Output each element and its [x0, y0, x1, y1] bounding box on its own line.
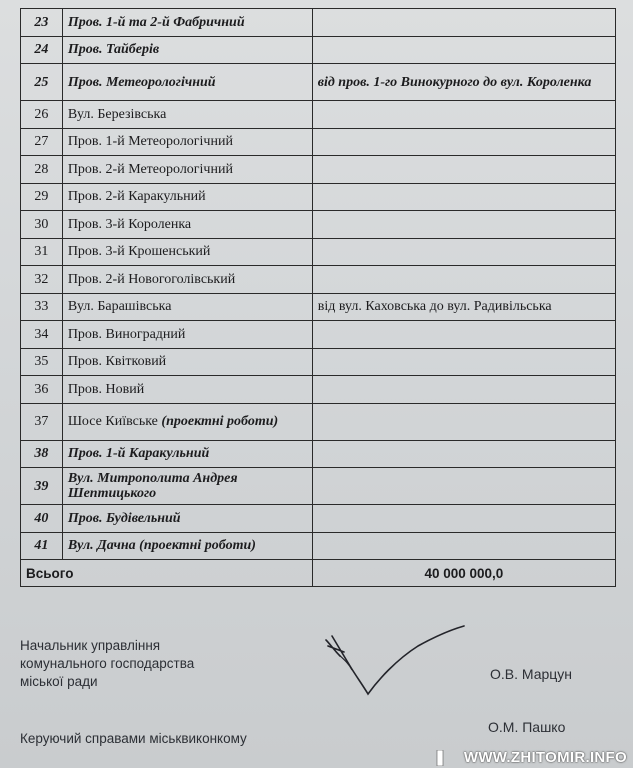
road-name: Пров. Новий — [62, 376, 312, 404]
road-name: Вул. Березівська — [62, 101, 312, 129]
road-name: Пров. 2-й Новогоголівський — [62, 266, 312, 294]
road-note — [312, 128, 615, 156]
signatory-title-line: Начальник управління — [20, 638, 161, 653]
table-row — [21, 266, 616, 294]
road-name: Вул. Барашівська — [62, 293, 312, 321]
road-note — [312, 266, 615, 294]
road-note — [312, 238, 615, 266]
row-number: 33 — [21, 293, 63, 321]
road-note — [312, 468, 615, 505]
road-note — [312, 403, 615, 440]
table-row — [21, 293, 616, 321]
road-note — [312, 156, 615, 184]
signatory-name-1: О.В. Марцун — [490, 666, 573, 682]
road-note — [312, 183, 615, 211]
table-row — [21, 348, 616, 376]
road-note — [312, 36, 615, 64]
row-number: 34 — [21, 321, 63, 349]
table-row — [21, 9, 616, 37]
table-row — [21, 64, 616, 101]
row-number: 35 — [21, 348, 63, 376]
watermark-bar-icon — [436, 750, 444, 766]
road-name: Пров. Виноградний — [62, 321, 312, 349]
site-watermark: WWW.ZHITOMIR.INFO — [463, 749, 627, 766]
row-number: 40 — [21, 505, 63, 533]
table-row — [21, 36, 616, 64]
row-number: 41 — [21, 532, 63, 560]
road-note — [312, 9, 615, 37]
row-number: 39 — [21, 468, 63, 505]
row-number: 28 — [21, 156, 63, 184]
road-name: Вул. Дачна (проектні роботи) — [62, 532, 312, 560]
road-note — [312, 440, 615, 468]
table-row — [21, 321, 616, 349]
table-row — [21, 128, 616, 156]
table-row — [21, 505, 616, 533]
road-name-text: Шосе Київське — [67, 414, 158, 429]
signatory-name-2: О.М. Пашко — [488, 719, 566, 735]
row-number: 25 — [21, 64, 63, 101]
road-name: Пров. 2-й Метеорологічний — [62, 156, 312, 184]
row-number: 32 — [21, 266, 63, 294]
signatory-title-line: міської ради — [20, 674, 98, 689]
road-name: Пров. 2-й Каракульний — [62, 183, 312, 211]
row-number: 37 — [21, 403, 63, 440]
table-row — [21, 101, 616, 129]
road-note: від вул. Каховська до вул. Радивільська — [312, 293, 615, 321]
road-name: Пров. Метеорологічний — [62, 64, 312, 101]
row-number: 27 — [21, 128, 63, 156]
road-name: Вул. Митрополита Андрея Шептицького — [62, 468, 312, 505]
road-name: Пров. 1-й та 2-й Фабричний — [62, 9, 312, 37]
total-row — [21, 560, 616, 587]
table-row — [21, 238, 616, 266]
road-note — [312, 101, 615, 129]
road-note — [312, 532, 615, 560]
row-number: 29 — [21, 183, 63, 211]
table-row — [21, 468, 616, 505]
row-number: 26 — [21, 101, 63, 129]
row-number: 30 — [21, 211, 63, 239]
road-name: Пров. 1-й Метеорологічний — [62, 128, 312, 156]
table-row — [21, 211, 616, 239]
row-number: 36 — [21, 376, 63, 404]
table-row — [21, 376, 616, 404]
table-row — [21, 156, 616, 184]
road-note: від пров. 1-го Винокурного до вул. Короленка — [312, 64, 615, 101]
table-row — [21, 183, 616, 211]
road-name: Пров. Тайберів — [62, 36, 312, 64]
signatory-title-line: комунального господарства — [20, 656, 195, 671]
table-row — [21, 532, 616, 560]
road-note — [312, 211, 615, 239]
total-label: Всього — [21, 560, 313, 587]
road-note — [312, 321, 615, 349]
road-name-suffix: (проектні роботи) — [161, 414, 279, 429]
road-note — [312, 348, 615, 376]
signatory-title-2: Керуючий справами міськвиконкому — [20, 731, 247, 746]
road-note — [312, 376, 615, 404]
row-number: 38 — [21, 440, 63, 468]
road-name: Пров. 3-й Крошенський — [62, 238, 312, 266]
table-row — [21, 440, 616, 468]
row-number: 23 — [21, 9, 63, 37]
road-name: Пров. Квітковий — [62, 348, 312, 376]
road-note — [312, 505, 615, 533]
row-number: 24 — [21, 36, 63, 64]
handwritten-signature — [318, 622, 478, 702]
road-name: Пров. 3-й Короленка — [62, 211, 312, 239]
road-name: Пров. 1-й Каракульний — [62, 440, 312, 468]
total-value: 40 000 000,0 — [312, 560, 615, 587]
signatory-title-1 — [20, 637, 194, 691]
road-name: Пров. Будівельний — [62, 505, 312, 533]
road-name — [62, 403, 312, 440]
row-number: 31 — [21, 238, 63, 266]
table-row — [21, 403, 616, 440]
roads-table — [20, 8, 616, 587]
